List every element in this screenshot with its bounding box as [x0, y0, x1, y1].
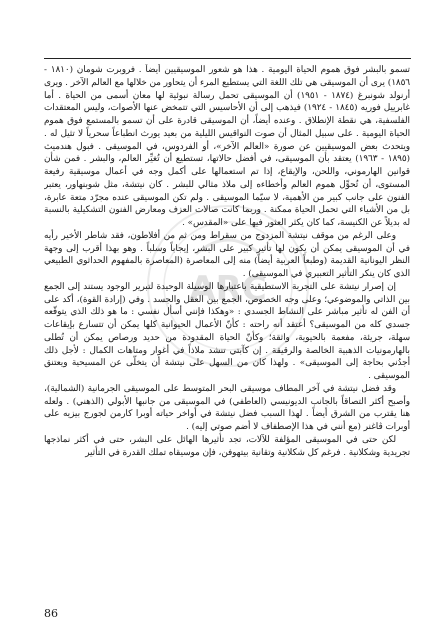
paragraph-4: وقد فضل نيتشة في آخر المطاف موسيقى البحر المتوسط على الموسيقى الجرمانية (الشمالية)، وأصبح أكثر التصاقاً بالجانب الديونيسي (العاطفي) في الموسيقى من جانبها الأبولي (الذهني) . ولعله هنا يقترب من الشرق أيضاً . لهذا السبب فضل نيتشة في أواخر حياته أوبرا كارمن لجورج بيزيه على أوبرات ڤاغنر (مع أنني في هذا الإصطفاف لا أضم صوتي إليه) . [44, 383, 410, 432]
paragraph-5: لكن حتى في الموسيقى المؤلفة للآلات، تجد تأثيرها الهائل على البشر، حتى في أكثر نماذجها تجريدية وشكلانية . فرغم كل شكلانية وتقانية بيتهوفن، فإن موسيقاه تملك القدرة في التأثير [44, 434, 410, 458]
header-rule [44, 58, 411, 59]
paragraph-3: إن إصرار نيتشة على التجربة الاستطيقية باعتبارها الوسيلة الوحيدة لتبرير الوجود يستند إلى الجمع بين الذاتي والموضوعي؛ وعلى وجه الخصوص، الجمع بين العقل والجسد . وفي (إرادة القوة)، أكد على أن الفن له تأثير مباشر على النشاط الجسدي : «وهكذا فإنني أسأل نفسي : ما هو ذلك الذي يتوقّعه جسدي كله من الموسيقى؟ أعتقد أنه راحته : كأنّ الأعمال الحيوانية كلها يمكن أن تتسارع بإيقاعات سهلة، جريئة، مفعمة بالحيوية، واثقة؛ وكأنّ الحياة المقدودة من حديد ورصاص يمكن أن تُطلى بالهارمونيات الذهبية الخالصة والرقيقة . إن كآبتي تنشد ملاذاً في أغوار ومتاهات الكمال : لأجل ذلك أجدُني بحاجة إلى الموسيقى» . ولهذا كان من السهل على نيتشة أن يتخلّى عن المسيحية ويعتنق الموسيقى . [44, 281, 410, 381]
body-text [44, 64, 410, 604]
svg-text:ARC: ARC [189, 269, 267, 309]
paragraph-2: وعلى الرغم من موقف نيتشة المزدوج من سقراط ومن ثم من أفلاطون، فقد شاطر الأخير رأيه في أن الموسيقى يمكن أن يكون لها تأثير كبير على البشر، إيجاباً وسلباً . وهو بهذا أقرب إلى وجهة النظر اليونانية القديمة (وطبعاً العربية أيضاً) منه إلى المعاصرة (المعاصرة بالمفهوم الحداثوي الطبيعي الذي كان ينكر التأثير التعبيري في الموسيقى) . [44, 230, 410, 279]
page-number: 86 [44, 607, 58, 620]
paragraph-1: تسمو بالبشر فوق هموم الحياة اليومية . هذا هو شعور الموسيقيين أيضاً . فروبرت شومان (١٨١٠ - ١٨٥٦) يرى أن الموسيقى هي تلك اللغة التي يستطيع المرء أن يتحاور من خلالها مع العالم الآخر . ويرى أرنولد شونبرغ (١٨٧٤ - ١٩٥١) أن الموسيقى تحمل رسالة نبوئية لها معان أسمى من الحياة . أما غابرييل فوريه (١٨٤٥ - ١٩٢٤) فيذهب إلى أن الأحاسيس التي تتمخض عنها الأصوات، وليس المعتقدات الفلسفية، هي نقطة الإنطلاق . وعنده أيضاً، أن الموسيقى قادرة على أن تسمو بالمستمع فوق هموم الحياة اليومية . على سبيل المثال أن صوت النواقيس الليلية من بعيد يورث انطباعاً سحرياً لا تثيل له . ويتحدث بعض الموسيقيين عن صورة «العالم الآخر»، أو الفردوس، في الموسيقى . فبول هندميث (١٨٩٥ - ١٩٦٣) يعتقد بأن الموسيقى، في أفضل حالاتها، تستطيع أن تُغيِّر العالم، والبشر . فمن شأن قوانين الهارموني، واللحن، والإيقاع، إذا تم استعمالها على أكمل وجه في أعمال موسيقية رفيعة المستوى، أن تُحوِّل هموم العالم وأخطاءه إلى ملاذ مثالي للبشر . كان نيتشة، مثل شوبنهاور، يعتبر الفنون على جانب كبير من الأهمية، لا سيّما الموسيقى . ولم تكن الموسيقى عنده مجرّد متعة عابرة، بل من الأشياء التي تحمل الحياة ممكنة . وربما كانت صالات العزف ومعارض الفنون التشكيلية بالنسبة له بديلاً عن الكنيسة، كما كان يكثر العثور فيها على «المقدس» . [44, 65, 410, 228]
